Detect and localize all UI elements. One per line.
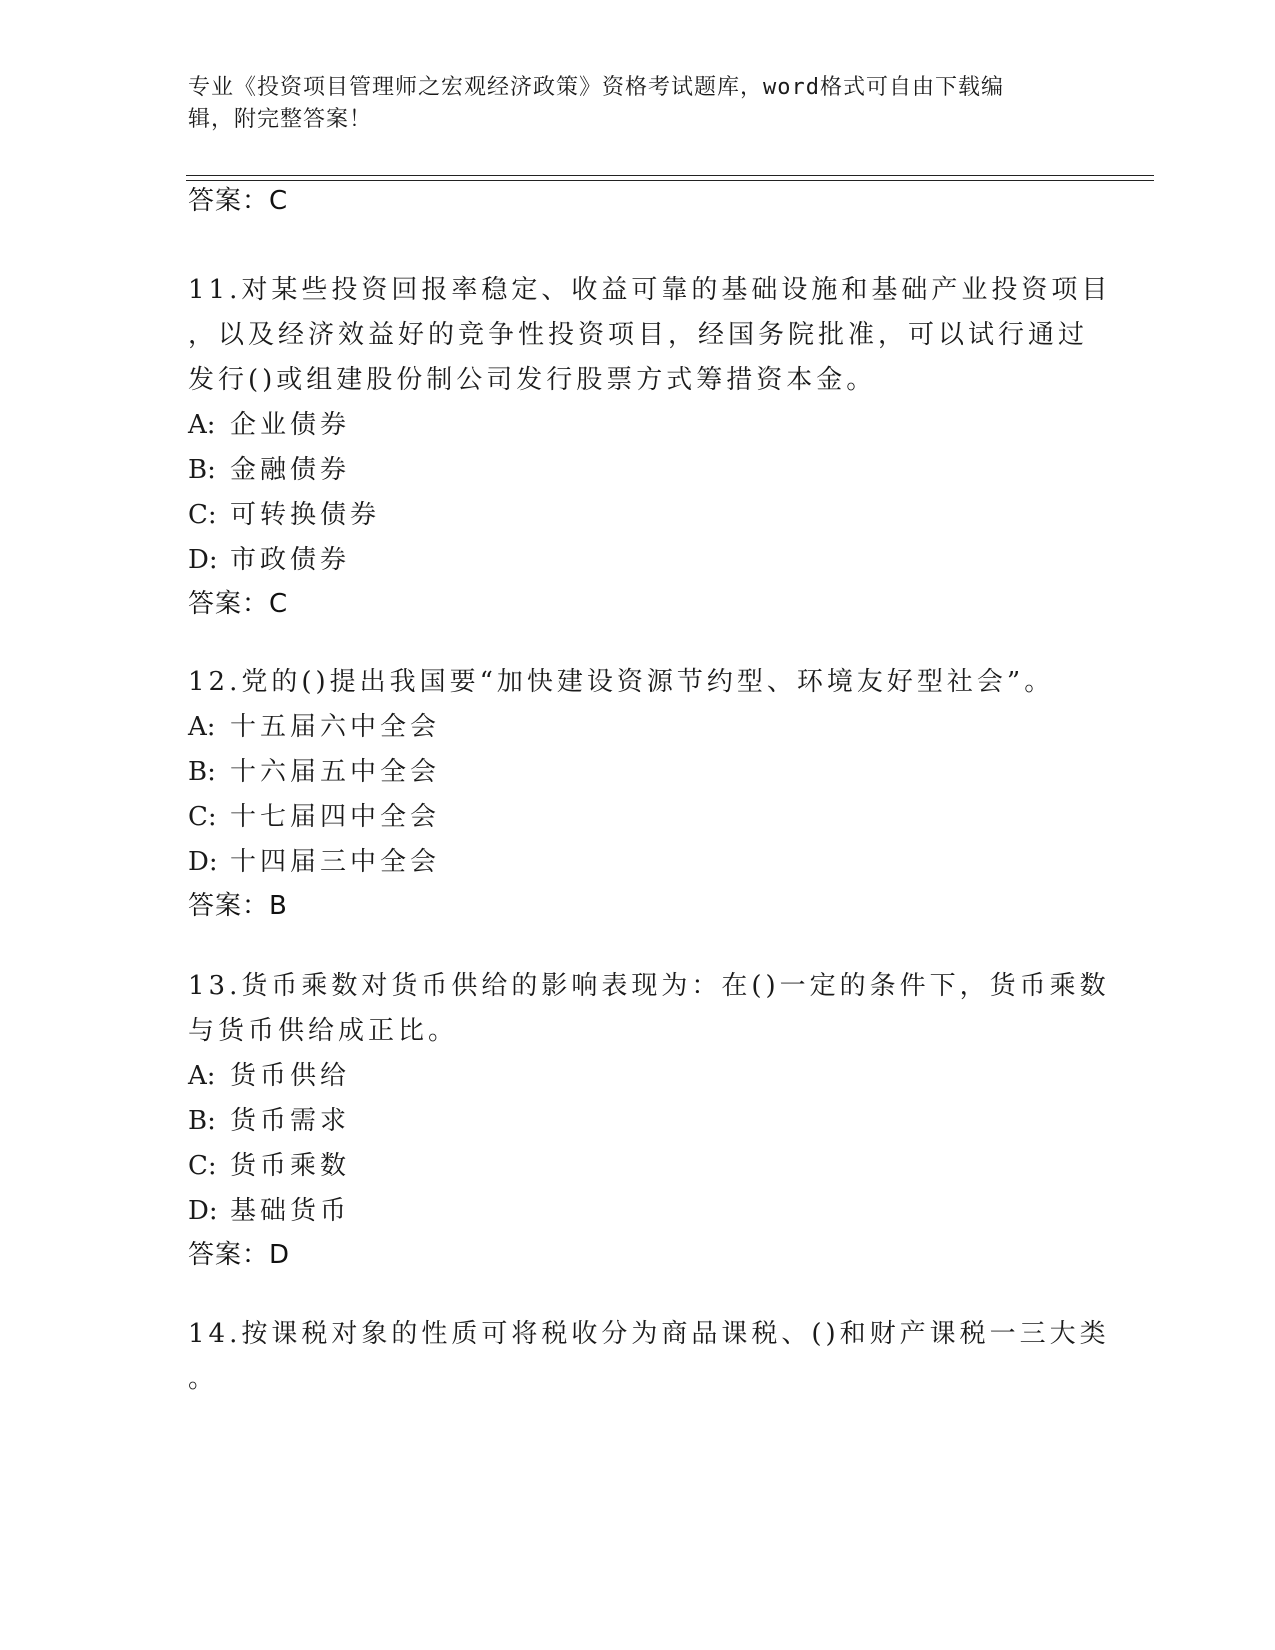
option-d — [188, 840, 1088, 885]
document-header — [188, 72, 1068, 136]
option-letter: D: — [188, 545, 218, 575]
answer-line: 答案：D — [188, 1240, 291, 1270]
question-block-12 — [188, 660, 1088, 923]
option-c — [188, 795, 1088, 840]
option-a — [188, 403, 1088, 448]
option-letter: C: — [188, 802, 217, 832]
option-text: 货币乘数 — [230, 1151, 351, 1181]
option-text: 市政债券 — [230, 545, 351, 575]
header-divider — [186, 175, 1154, 181]
option-c — [188, 493, 1088, 538]
question-text-line: 与货币供给成正比。 — [188, 1016, 459, 1046]
option-text: 金融债券 — [230, 455, 351, 485]
question-block-11 — [188, 268, 1112, 621]
option-text: 企业债券 — [230, 410, 351, 440]
option-d — [188, 538, 1088, 583]
option-text: 十七届四中全会 — [230, 802, 441, 832]
question-text-line: 11.对某些投资回报率稳定、收益可靠的基础设施和基础产业投资项目 — [188, 275, 1112, 305]
question-text-line: 12.党的()提出我国要“加快建设资源节约型、环境友好型社会”。 — [188, 667, 1055, 697]
header-line-1: 专业《投资项目管理师之宏观经济政策》资格考试题库，word格式可自由下载编 — [188, 75, 1004, 100]
option-text: 可转换债券 — [230, 500, 381, 530]
option-a — [188, 1054, 1088, 1099]
answer-line: 答案：C — [188, 589, 289, 619]
option-letter: D: — [188, 847, 218, 877]
question-text-line: 13.货币乘数对货币供给的影响表现为：在()一定的条件下，货币乘数 — [188, 971, 1110, 1001]
option-letter: B: — [188, 1106, 216, 1136]
answer-line: 答案：C — [188, 186, 289, 216]
option-letter: C: — [188, 1151, 217, 1181]
question-text-line: 。 — [188, 1364, 219, 1394]
question-text-line: 发行()或组建股份制公司发行股票方式筹措资本金。 — [188, 365, 877, 395]
option-a — [188, 705, 1088, 750]
option-b — [188, 1099, 1088, 1144]
option-letter: A: — [188, 410, 216, 440]
option-c — [188, 1144, 1088, 1189]
option-b — [188, 448, 1088, 493]
option-text: 十六届五中全会 — [230, 757, 441, 787]
question-text-line: ，以及经济效益好的竞争性投资项目，经国务院批准，可以试行通过 — [188, 320, 1089, 350]
option-letter: A: — [188, 1061, 216, 1091]
option-b — [188, 750, 1088, 795]
option-text: 货币需求 — [230, 1106, 351, 1136]
answer-line: 答案：B — [188, 891, 288, 921]
option-text: 十五届六中全会 — [230, 712, 441, 742]
question-block-14 — [188, 1312, 1110, 1402]
question-block-13 — [188, 964, 1110, 1272]
option-letter: D: — [188, 1196, 218, 1226]
option-letter: C: — [188, 500, 217, 530]
option-letter: A: — [188, 712, 216, 742]
option-text: 基础货币 — [230, 1196, 351, 1226]
option-d — [188, 1189, 1088, 1234]
option-text: 货币供给 — [230, 1061, 351, 1091]
header-line-2: 辑，附完整答案！ — [188, 107, 373, 132]
option-letter: B: — [188, 455, 216, 485]
question-text-line: 14.按课税对象的性质可将税收分为商品课税、()和财产课税一三大类 — [188, 1319, 1110, 1349]
option-text: 十四届三中全会 — [230, 847, 441, 877]
option-letter: B: — [188, 757, 216, 787]
